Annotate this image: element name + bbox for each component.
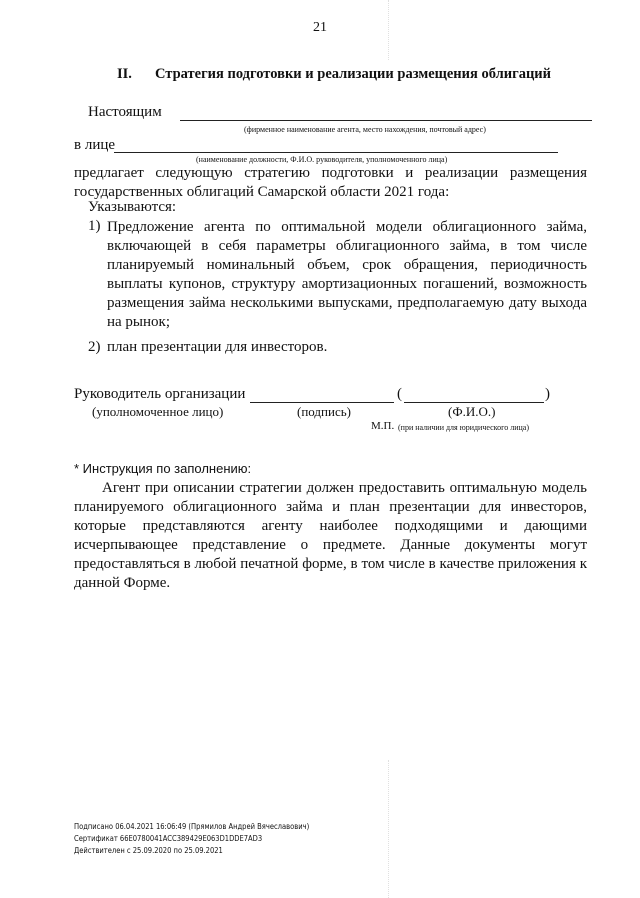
person-caption: (наименование должности, Ф.И.О. руководителя, уполномоченного лица): [196, 155, 448, 164]
agent-name-line[interactable]: [180, 120, 592, 121]
section-title-text: Стратегия подготовки и реализации размещения облигаций: [155, 66, 552, 82]
head-label: Руководитель организации: [74, 386, 246, 402]
instruction-heading: * Инструкция по заполнению:: [74, 461, 252, 476]
intro-line: государственных облигаций Самарской области 2021 года:: [74, 184, 450, 200]
signature-line[interactable]: [250, 402, 394, 403]
intro-paragraph: [74, 164, 587, 202]
instruction-line: исчерпывающее представление о предмете. Данные документы могут: [74, 537, 587, 553]
instruction-line: которые представляются агенту наиболее подходящими и дающими: [74, 518, 587, 534]
item-line: планируемый номинальный объем, срок обращения, периодичность: [107, 257, 587, 273]
footer-valid: Действителен с 25.09.2020 по 25.09.2021: [74, 846, 223, 855]
item-line: размещения займа несколькими выпусками, предполагаемую дату выхода: [107, 295, 587, 311]
instruction-line: Агент при описании стратегии должен предоставить оптимальную модель: [102, 480, 587, 496]
intro-line: предлагает следующую стратегию подготовки и реализации размещения: [74, 165, 587, 181]
close-paren: ): [545, 386, 550, 402]
name-caption: (Ф.И.О.): [448, 404, 496, 419]
section-numeral: II.: [117, 66, 132, 82]
instruction-paragraph: [74, 479, 587, 593]
stamp-caption: (при наличии для юридического лица): [398, 423, 529, 432]
person-label: в лице: [74, 137, 116, 153]
person-name-line[interactable]: [114, 152, 558, 153]
item-line: план презентации для инвесторов.: [107, 339, 328, 355]
stamp-label: М.П.: [371, 420, 395, 432]
item-line: Предложение агента по оптимальной модели облигационного займа,: [107, 219, 587, 235]
page-number: 21: [313, 20, 327, 35]
present-label: Настоящим: [88, 104, 162, 120]
item-number: 1): [88, 218, 101, 234]
specify-label: Указываются:: [88, 199, 177, 215]
instruction-line: предоставляться в любой печатной форме, в том числе в качестве приложения к: [74, 556, 587, 572]
instruction-line: данной Форме.: [74, 575, 171, 591]
section-title: [117, 66, 551, 83]
open-paren: (: [397, 386, 402, 402]
footer-signed: Подписано 06.04.2021 16:06:49 (Прямилов Андрей Вячеславович): [74, 822, 310, 831]
item-line: на рынок;: [107, 314, 170, 330]
scan-mark: [388, 760, 389, 898]
agent-caption: (фирменное наименование агента, место нахождения, почтовый адрес): [244, 125, 486, 134]
item-number: 2): [88, 339, 101, 355]
item-1-text: [107, 218, 587, 332]
item-line: выплаты купонов, структуру амортизационных погашений, возможность: [107, 276, 587, 292]
footer-certificate: Сертификат 66E0780041ACC389429E063D1DDE7AD3: [74, 834, 263, 843]
item-line: включающей в себя параметры облигационного займа, в том числе: [107, 238, 587, 254]
instruction-line: планируемого облигационного займа и план презентации для инвесторов,: [74, 499, 587, 515]
full-name-line[interactable]: [404, 402, 544, 403]
signature-caption: (подпись): [297, 404, 351, 419]
authorized-caption: (уполномоченное лицо): [92, 404, 224, 419]
